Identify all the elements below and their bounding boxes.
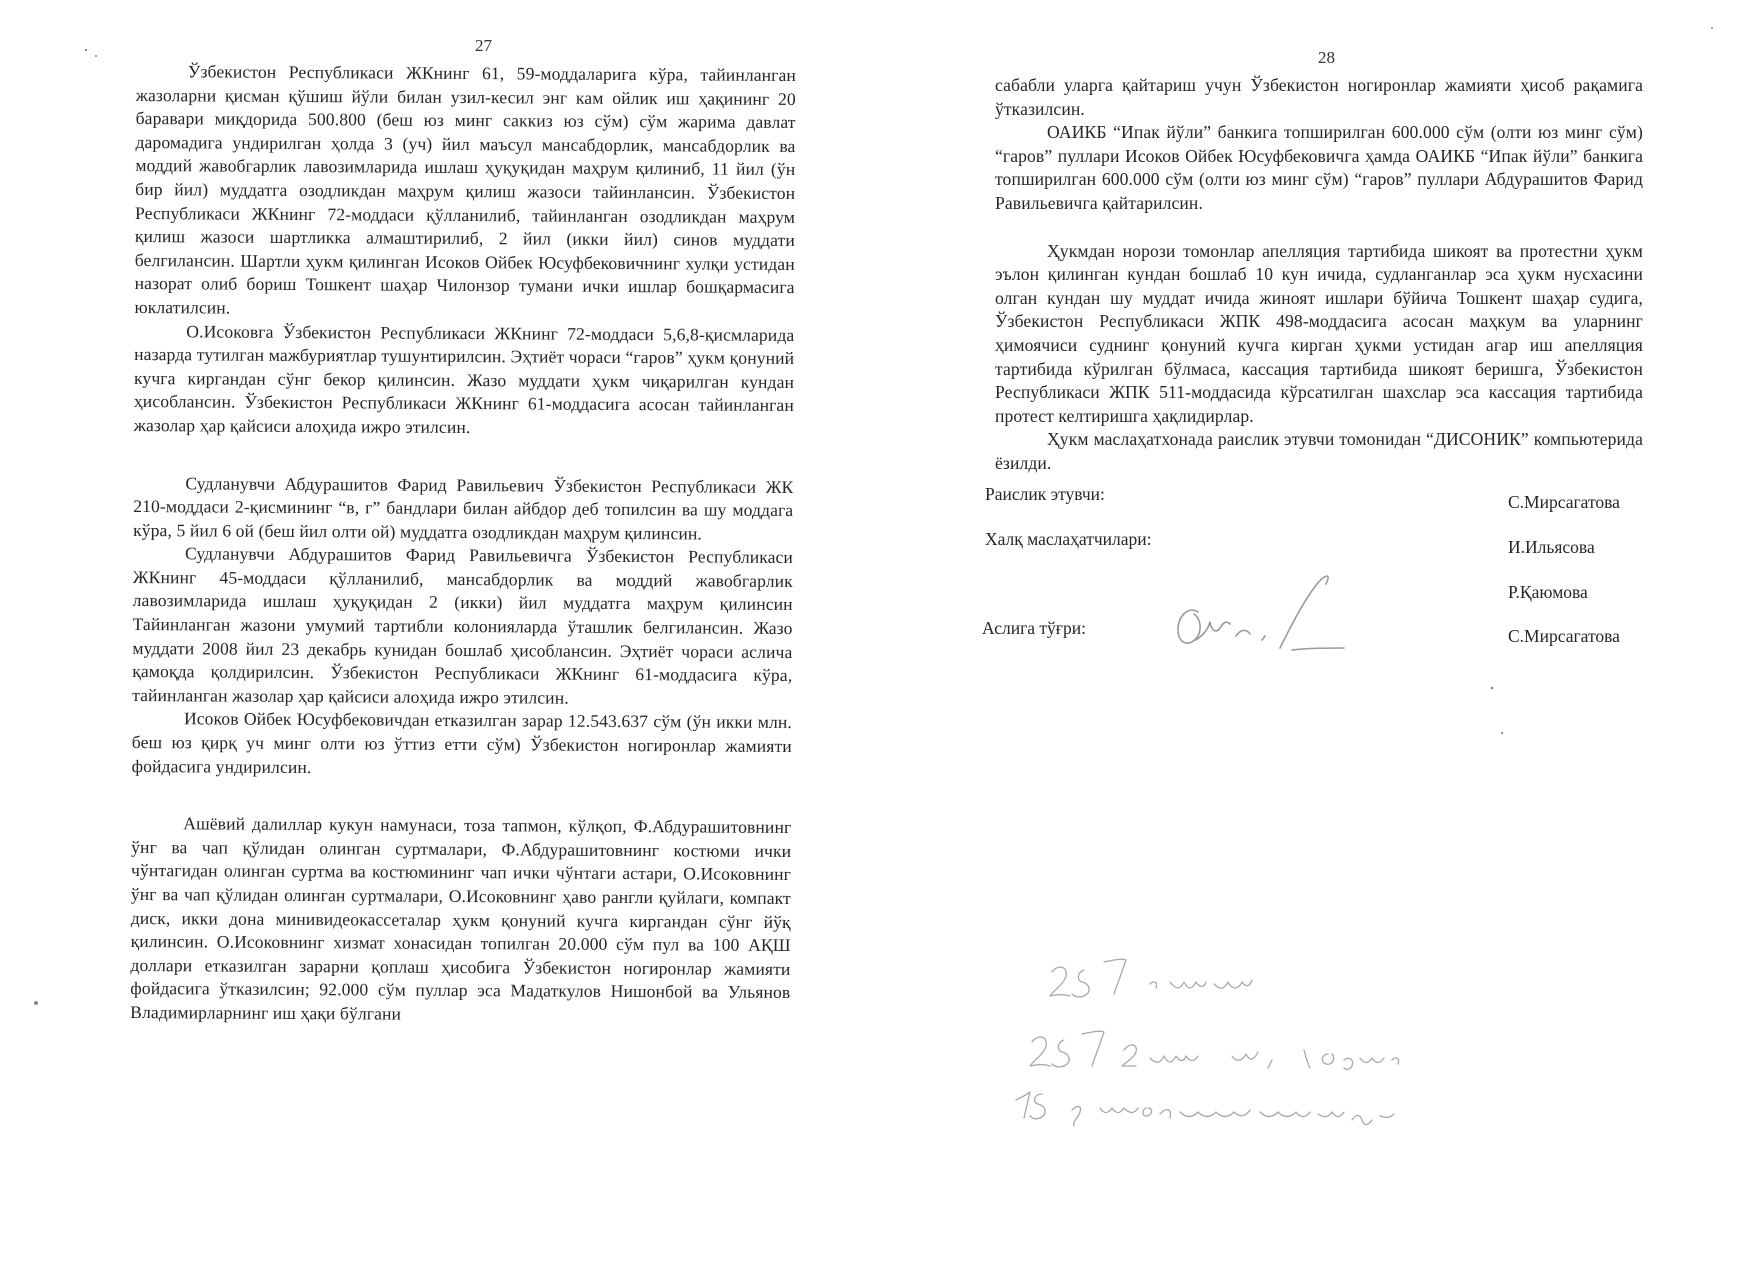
presiding-name: С.Мирсагатова [1508, 492, 1620, 512]
paragraph: Судланувчи Абдурашитов Фарид Равильевичга Ўзбекистон Республикаси ЖКнинг 45-моддаси қўлланилиб, мансабдорлик ва моддий жавобгарлик лавозимларида ишлаш ҳуқуқидан 2 (икки) йил муддатга маҳрум қилинсин Тайинланган жазони умумий тартибли колонияларда ўташлик белгилансин. Жазо муддати 2008 йил 23 декабрь кунидан бошлаб ҳисоблансин. Эҳтиёт чораси аслича қамоқда қолдирилсин. Ўзбекистон Республикаси ЖКнинг 61-моддасига кўра, тайинланган жазолар ҳар қайсиси алоҳида ижро этилсин. [132, 543, 794, 708]
paragraph: О.Исоковга Ўзбекистон Республикаси ЖКнинг 72-моддаси 5,6,8-қисмларида назарда тутилган мажбуриятлар тушунтирилсин. Эҳтиёт чораси “гаров” ҳукм қонуний кучга киргандан сўнг бекор қилинсин. Жазо муддати ҳукм чиқарилган кундан ҳисоблансин. Ўзбекистон Республикаси ЖКнинг 61-моддасига асосан тайинланган жазолар ҳар қайсиси алоҳида ижро этилсин. [133, 320, 795, 437]
certified-name: С.Мирсагатова [1508, 626, 1620, 646]
paragraph: сабабли уларга қайтариш учун Ўзбекистон ногиронлар жамияти ҳисоб рақамига ўтказилсин. [995, 75, 1643, 119]
paragraph: Ҳукм маслаҳатхонада раислик этувчи томонидан “ДИСОНИК” компьютерида ёзилди. [995, 429, 1643, 473]
page-number-right: 28 [1318, 48, 1335, 67]
paragraph: Ҳукмдан норози томонлар апелляция тартибида шикоят ва протестни ҳукм эълон қилинган кундан бошлаб 10 кун ичида, судланганлар эса ҳукм нусхасини олган кундан шу муддат ичида жиноят ишлари бўйича Тошкент шаҳар судига, Ўзбекистон Республикаси ЖПК 498-моддасига асосан маҳкум ва уларнинг ҳимоячиси суднинг қонуний кучга кирган ҳукми устидан агар иш апелляция тартибида кўрилган бўлмаса, кассация тартибида шикоят беришга, Ўзбекистон Республикаси ЖПК 511-моддасида кўрсатилган шахслар эса кассация тартибида протест келтиришга ҳақлидирлар. [995, 240, 1643, 426]
paragraph: Ашёвий далиллар кукун намунаси, тоза тапмон, кўлқоп, Ф.Абдурашитовнинг ўнг ва чап қўлидан олинган суртмалари, Ф.Абдурашитовнинг костюми ички чўнтагидан олинган суртма ва костюмининг чап ички чўнтаги астари, О.Исоковнинг ўнг ва чап қўлидан олинган суртмалари, О.Исоковнинг ҳаво рангли қуйлаги, компакт диск, икки дона минивидеокассеталар ҳукм қонуний кучга киргандан сўнг йўқ қилинсин. О.Исоковнинг хизмат хонасидан топилган 20.000 сўм пул ва 100 АҚШ доллари етказилган зарарни қоплаш ҳисобига Ўзбекистон ногиронлар жамияти фойдасига ўтказилсин; 92.000 сўм пуллар эса Мадаткулов Нишонбой ва Ульянов Владимирларнинг иш ҳақи бўлгани [130, 813, 792, 1024]
paragraph: Ўзбекистон Республикаси ЖКнинг 61, 59-моддаларига кўра, тайинланган жазоларни қисман қўшиш йўли билан узил-кесил энг кам ойлик иш ҳақининг 20 баравари миқдорида 500.800 (беш юз минг саккиз юз сўм) сўм жарима давлат даромадига ундирилган ҳолда 3 (уч) йил маъсул мансабдорлик, мансабдорлик ва моддий жавобгарлик лавозимларида ишлаш ҳуқуқидан маҳрум қилиниб, 11 йил (ўн бир йил) муддатга озодликдан маҳрум қилиш жазоси тайинлансин. Ўзбекистон Республикаси ЖКнинг 72-моддаси қўлланилиб, тайинланган озодликдан маҳрум қилиш жазоси шартликка алмаштирилиб, 2 йил (икки йил) синов муддати белгилансин. Шартли ҳукм қилинган Исоков Ойбек Юсуфбековичнинг хулқи устидан назорат олиб бориш Тошкент шаҳар Чилонзор тумани ички ишлар бошқармасига юклатилсин. [134, 61, 796, 318]
paragraph: Исоков Ойбек Юсуфбековичдан етказилган зарар 12.543.637 сўм (ўн икки млн. беш юз қирқ уч минг олти юз ўттиз етти сўм) Ўзбекистон ногиронлар жамияти фойдасига ундирилсин. [131, 708, 793, 777]
assessor-name: И.Ильясова [1508, 537, 1595, 557]
right-page-body [995, 74, 1643, 476]
assessor-name: Р.Қаюмова [1508, 582, 1588, 602]
certified-label: Аслига тўғри: [982, 618, 1086, 638]
paragraph: ОАИКБ “Ипак йўли” банкига топширилган 600.000 сўм (олти юз минг сўм) “гаров” пуллари Исоков Ойбек Юсуфбековичга ҳамда ОАИКБ “Ипак йўли” банкига топширилган 600.000 сўм (олти юз минг сўм) “гаров” пуллари Абдурашитов Фарид Равильевичга қайтарилсин. [995, 122, 1643, 213]
presiding-label: Раислик этувчи: [985, 484, 1105, 504]
page-number-left: 27 [475, 36, 492, 55]
left-page-body [130, 60, 796, 1029]
paragraph: Судланувчи Абдурашитов Фарид Равильевич Ўзбекистон Республикаси ЖК 210-моддаси 2-қисмининг “в, г” бандлари билан айбдор деб топилсин ва шу моддага кўра, 5 йил 6 ой (беш йил олти ой) муддатга озодликдан маҳрум қилинсин. [133, 472, 794, 544]
assessors-label: Халқ маслаҳатчилари: [985, 529, 1152, 549]
